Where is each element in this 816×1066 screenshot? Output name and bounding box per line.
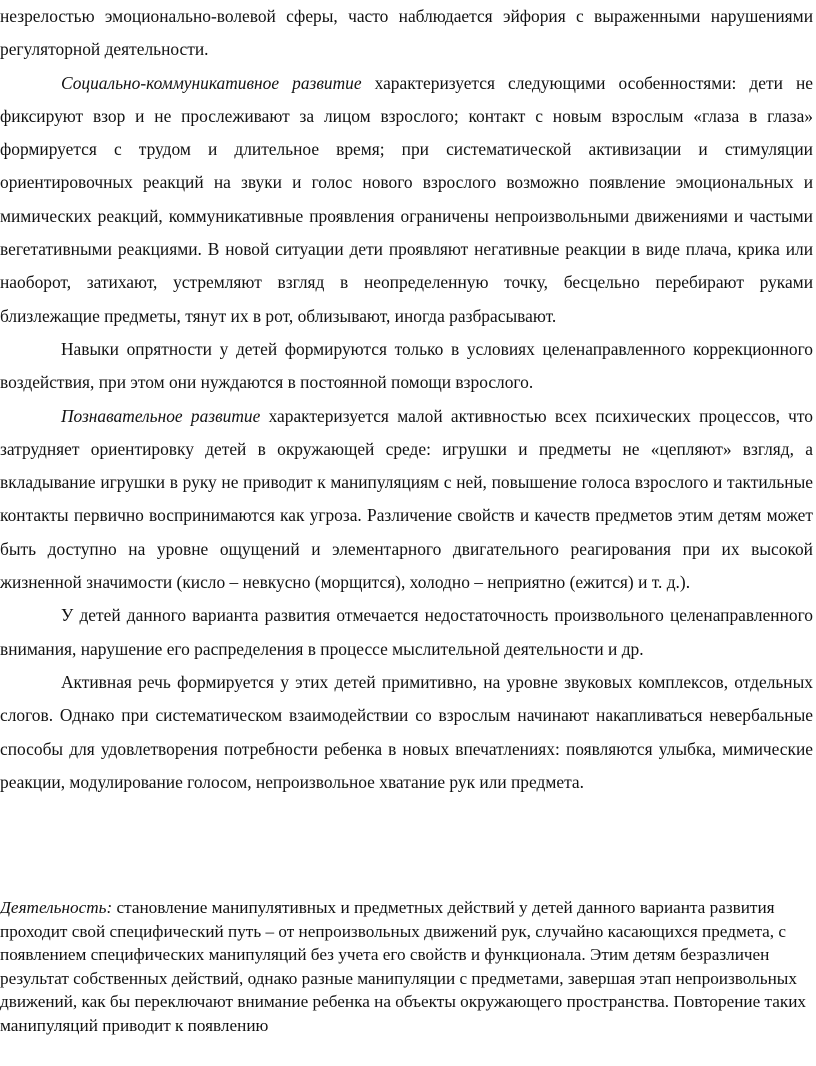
paragraph-text: характеризуется следующими особенностями: дети не фиксируют взор и не прослеживают за лицом взрослого; контакт с новым взрослым «глаза в глаза» формируется с трудом и длительное время; при систематической активизации и стимуляции ориентировочных реакций на звуки и голос нового взрослого возможно появление эмоциональных и мимических реакций, коммуникативные проявления ограничены непроизвольными движениями и частыми вегетативными реакциями. В новой ситуации дети проявляют негативные реакции в виде плача, крика или наоборот, затихают, устремляют взгляд в неопределенную точку, бесцельно перебирают руками близлежащие предметы, тянут их в рот, облизывают, иногда разбрасывают. (0, 72, 813, 326)
paragraph-text: У детей данного варианта развития отмечается недостаточность произвольного целенаправленного внимания, нарушение его распределения в процессе мыслительной деятельности и др. (0, 605, 813, 659)
document-body-tail (0, 896, 812, 1038)
paragraph-emotional-sphere (0, 0, 813, 67)
paragraph-text: Активная речь формируется у этих детей примитивно, на уровне звуковых комплексов, отдельных слогов. Однако при систематическом взаимодействии со взрослым начинают накапливаться невербальные способы для удовлетворения потребности ребенка в новых впечатлениях: появляются улыбка, мимические реакции, модулирование голосом, непроизвольное хватание рук или предмета. (0, 671, 813, 792)
paragraph-activity (0, 896, 812, 1038)
paragraph-tidiness-skills (0, 333, 813, 400)
paragraph-attention (0, 599, 813, 666)
paragraph-term: Деятельность: (0, 898, 113, 917)
paragraph-cognitive (0, 400, 813, 600)
paragraph-social-communicative (0, 67, 813, 333)
paragraph-active-speech (0, 666, 813, 799)
paragraph-text: Навыки опрятности у детей формируются только в условиях целенаправленного коррекционного воздействия, при этом они нуждаются в постоянной помощи взрослого. (0, 338, 813, 393)
paragraph-text: характеризуется малой активностью всех психических процессов, что затрудняет ориентировку детей в окружающей среде: игрушки и предметы не «цепляют» взгляд, а вкладывание игрушки в руку не приводит к манипуляциям с ней, повышение голоса взрослого и тактильные контакты первично воспринимаются как угроза. Различение свойств и качеств предметов этим детям может быть доступно на уровне ощущений и элементарного двигательного реагирования при их высокой жизненной значимости (кисло – невкусно (морщится), холодно – неприятно (ежится) и т. д.). (0, 405, 813, 593)
paragraph-term: Познавательное развитие (61, 405, 261, 426)
paragraph-text: незрелостью эмоционально-волевой сферы, часто наблюдается эйфория с выраженными нарушениями регуляторной деятельности. (0, 6, 813, 60)
paragraph-text: становление манипулятивных и предметных действий у детей данного варианта развития проходит свой специфический путь – от непроизвольных движений рук, случайно касающихся предмета, с появлением специфических манипуляций без учета его свойств и функционала. Этим детям безразличен результат собственных действий, однако разные манипуляции с предметами, завершая этап непроизвольных движений, как бы переключают внимание ребенка на объекты окружающего пространства. Повторение таких манипуляций приводит к появлению (0, 898, 807, 1035)
paragraph-term: Социально-коммуникативное развитие (61, 72, 362, 93)
